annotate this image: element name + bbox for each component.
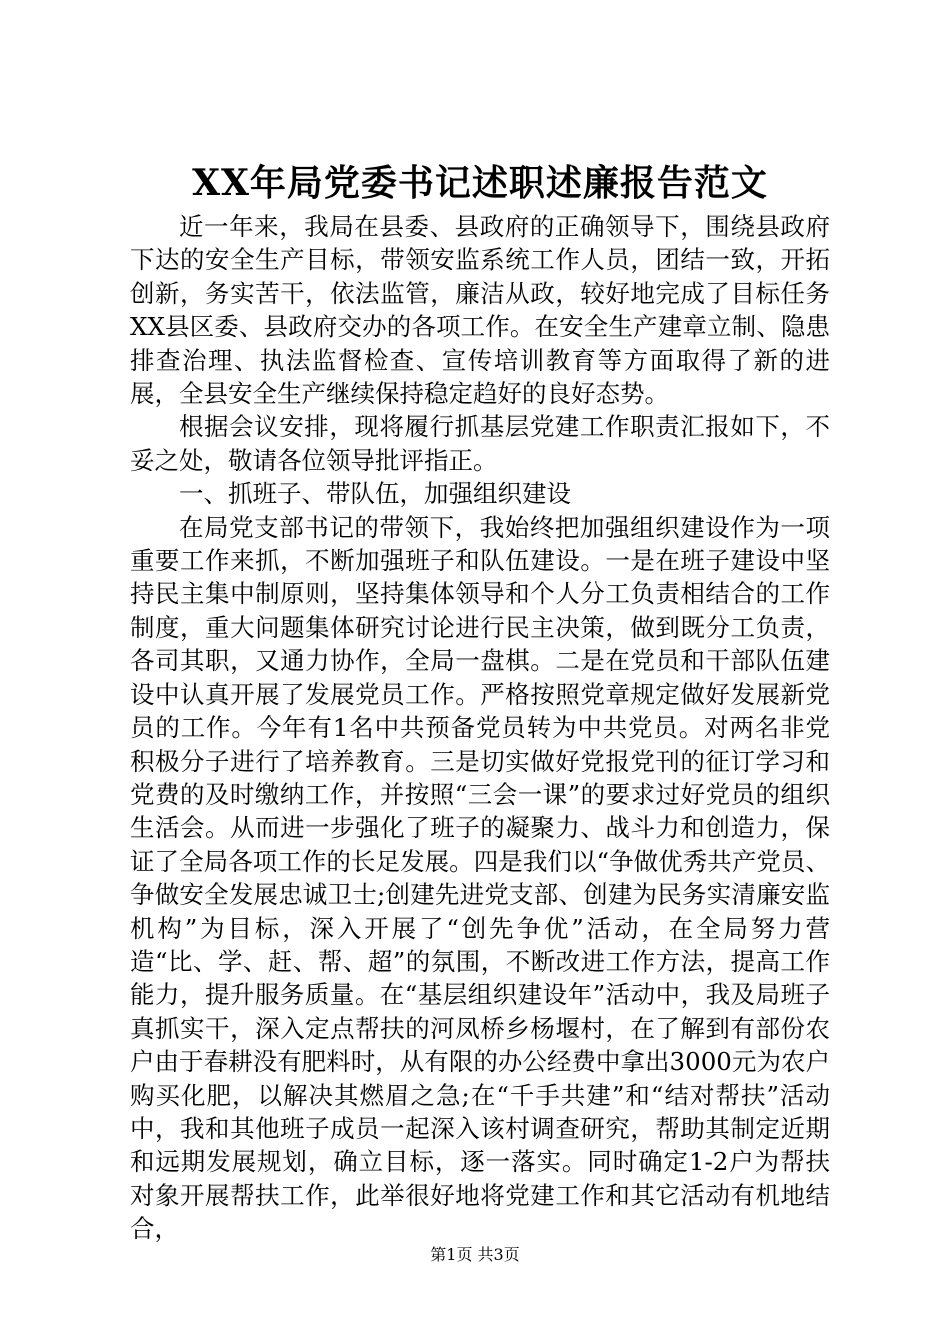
paragraph-intro: 近一年来，我局在县委、县政府的正确领导下，围绕县政府下达的安全生产目标，带领安监系统工作人员，团结一致，开拓创新，务实苦干，依法监管，廉洁从政，较好地完成了目标任务XX县区委、县政府交办的各项工作。在安全生产建章立制、隐患排查治理、执法监督检查、宣传培训教育等方面取得了新的进展，全县安全生产继续保持稳定趋好的良好态势。 xyxy=(130,212,830,409)
document-title: XX年局党委书记述职述廉报告范文 xyxy=(192,162,768,204)
section-heading-1: 一、抓班子、带队伍，加强组织建设 xyxy=(179,479,571,509)
paragraph-organization: 在局党支部书记的带领下，我始终把加强组织建设作为一项重要工作来抓，不断加强班子和队伍建设。一是在班子建设中坚持民主集中制原则，坚持集体领导和个人分工负责相结合的工作制度，重大问题集体研究讨论进行民主决策，做到既分工负责，各司其职，又通力协作，全局一盘棋。二是在党员和干部队伍建设中认真开展了发展党员工作。严格按照党章规定做好发展新党员的工作。今年有1名中共预备党员转为中共党员。对两名非党积极分子进行了培养教育。三是切实做好党报党刊的征订学习和党费的及时缴纳工作，并按照“三会一课”的要求过好党员的组织生活会。从而进一步强化了班子的凝聚力、战斗力和创造力，保证了全局各项工作的长足发展。四是我们以“争做优秀共产党员、争做安全发展忠诚卫士;创建先进党支部、创建为民务实清廉安监机构”为目标，深入开展了“创先争优”活动，在全局努力营造“比、学、赶、帮、超”的氛围，不断改进工作方法，提高工作能力，提升服务质量。在“基层组织建设年”活动中，我及局班子真抓实干，深入定点帮扶的河凤桥乡杨堰村，在了解到有部份农户由于春耕没有肥料时，从有限的办公经费中拿出3000元为农户购买化肥，以解决其燃眉之急;在“千手共建”和“结对帮扶”活动中，我和其他班子成员一起深入该村调查研究，帮助其制定近期和远期发展规划，确立目标，逐一落实。同时确定1-2户为帮扶对象开展帮扶工作，此举很好地将党建工作和其它活动有机地结合， xyxy=(130,512,830,1244)
page-footer xyxy=(0,1244,950,1266)
page-indicator: 第1页 共3页 xyxy=(430,1245,520,1264)
document-page xyxy=(130,158,830,1246)
paragraph-report-note: 根据会议安排，现将履行抓基层党建工作职责汇报如下，不妥之处，敬请各位领导批评指正。 xyxy=(130,412,830,475)
document-body xyxy=(130,210,830,1246)
